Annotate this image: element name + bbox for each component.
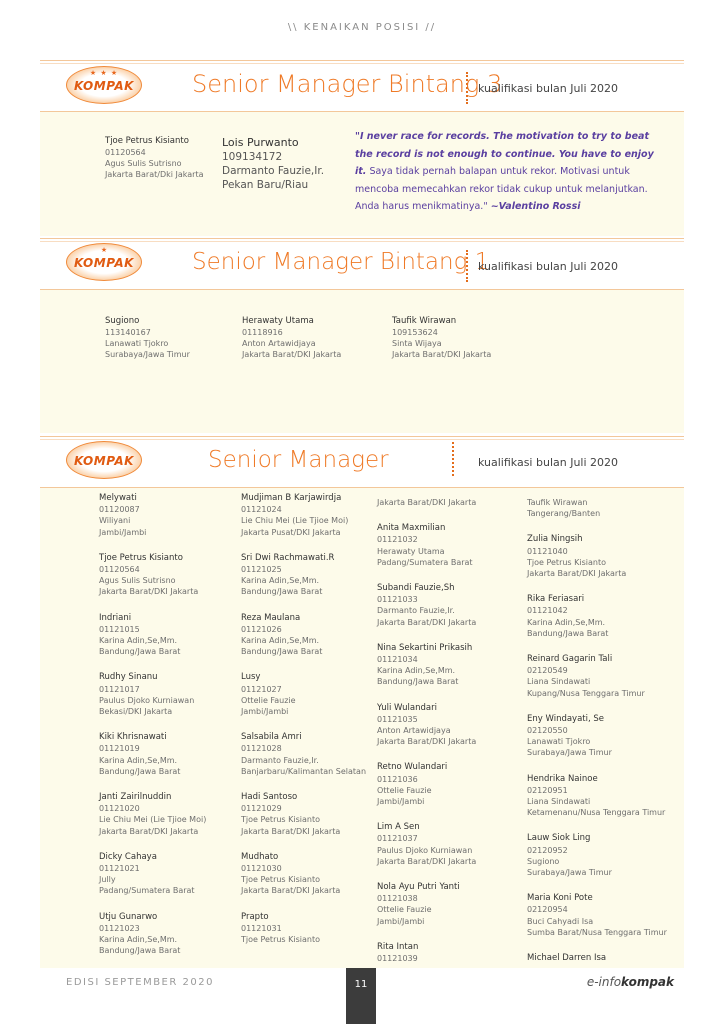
- member-id: 01121040: [527, 546, 568, 556]
- member-location: Jakarta Barat/DKI Jakarta: [241, 886, 341, 896]
- member-id: 01121024: [241, 505, 282, 515]
- member-entry: [527, 774, 687, 819]
- member-sponsor: Agus Sulis Sutrisno: [99, 576, 176, 586]
- member-name: Hendrika Nainoe: [527, 773, 598, 784]
- divider: [466, 250, 468, 282]
- member-id: 01121030: [241, 864, 282, 874]
- member-sponsor: Agus Sulis Sutrisno: [105, 159, 182, 168]
- member-location: Jakarta Barat/DKI Jakarta: [392, 350, 492, 359]
- member-location: Ketamenanu/Nusa Tenggara Timur: [527, 808, 666, 818]
- member-location: Surabaya/Jawa Timur: [527, 748, 612, 758]
- brand-logo: [587, 975, 674, 989]
- member-sponsor: Lanawati Tjokro: [527, 737, 591, 747]
- member-sponsor: Liana Sindawati: [527, 797, 591, 807]
- member-entry: [377, 643, 527, 688]
- member-name: Prapto: [241, 911, 269, 922]
- member-sponsor: Anton Artawidjaya: [242, 339, 316, 348]
- member-name: Rika Feriasari: [527, 594, 585, 605]
- member-entry: [241, 732, 391, 777]
- member-column: [527, 497, 687, 979]
- member-id: 01121034: [377, 655, 418, 665]
- member-location: Padang/Sumatera Barat: [99, 886, 195, 896]
- member-id: 02120549: [527, 666, 568, 676]
- member-column: [241, 493, 391, 960]
- member-sponsor: Sinta Wijaya: [392, 339, 442, 348]
- member-sponsor: Karina Adin,Se,Mm.: [377, 666, 456, 676]
- member-sponsor: Tjoe Petrus Kisianto: [241, 875, 320, 885]
- member-entry: [527, 833, 687, 878]
- member-id: 01121039: [377, 954, 418, 964]
- member-id: 01121028: [241, 744, 282, 754]
- member-entry: [377, 762, 527, 807]
- member-entry: [241, 493, 391, 538]
- member-sponsor: Lanawati Tjokro: [105, 339, 169, 348]
- member-location: Jakarta Barat/DKI Jakarta: [99, 826, 199, 836]
- member-id: 01120564: [105, 148, 146, 157]
- member-entry: [242, 316, 341, 360]
- member-name: Lusy: [241, 672, 261, 683]
- member-entry: [99, 852, 249, 897]
- member-sponsor: Paulus Djoko Kurniawan: [377, 845, 473, 855]
- member-location: Tangerang/Banten: [527, 509, 601, 519]
- member-entry: [527, 953, 687, 964]
- quote-indonesian: Saya tidak pernah balapan untuk rekor. Motivasi untuk mencoba memecahkan rekor tidak cukup untuk melanjutkan. Anda harus menikmatinya.": [355, 166, 648, 212]
- member-id: 01121015: [99, 624, 140, 634]
- member-name: Mudhato: [241, 851, 279, 862]
- member-name: Rudhy Sinanu: [99, 672, 158, 683]
- member-sponsor: Jully: [99, 875, 116, 885]
- member-location: Sumba Barat/Nusa Tenggara Timur: [527, 927, 667, 937]
- kompak-logo: [66, 441, 142, 479]
- section-title: Senior Manager: [208, 447, 389, 473]
- member-sponsor: Ottelie Fauzie: [241, 695, 296, 705]
- member-sponsor: Herawaty Utama: [377, 546, 445, 556]
- member-sponsor: Darmanto Fauzie,Ir.: [241, 755, 319, 765]
- section-panel: [40, 290, 684, 433]
- member-name: Lauw Siok Ling: [527, 833, 591, 844]
- brand-prefix: e-info: [586, 975, 622, 989]
- member-sponsor: Ottelie Fauzie: [377, 905, 432, 915]
- member-sponsor: Karina Adin,Se,Mm.: [99, 935, 178, 945]
- member-id: 01121038: [377, 894, 418, 904]
- member-location: Jambi/Jambi: [241, 707, 289, 717]
- section-title: Senior Manager Bintang 1: [192, 249, 490, 275]
- member-sponsor: Lie Chiu Mei (Lie Tjioe Moi): [241, 516, 349, 526]
- member-id: 01121037: [377, 834, 418, 844]
- member-sponsor: Darmanto Fauzie,Ir.: [222, 165, 325, 177]
- member-id: 01118916: [242, 328, 283, 337]
- member-entry: [241, 553, 391, 598]
- member-name: Melywati: [99, 493, 137, 503]
- member-id: 01121042: [527, 606, 568, 616]
- member-location: Kupang/Nusa Tenggara Timur: [527, 688, 645, 698]
- member-sponsor: Karina Adin,Se,Mm.: [99, 636, 178, 646]
- member-entry: [105, 136, 203, 180]
- member-id: 109153624: [392, 328, 438, 337]
- member-name: Michael Darren Isa: [527, 953, 607, 964]
- divider: [452, 442, 454, 476]
- member-location: Bandung/Jawa Barat: [377, 677, 459, 687]
- member-id: 01121025: [241, 565, 282, 575]
- member-sponsor: Karina Adin,Se,Mm.: [241, 636, 320, 646]
- member-id: 02120550: [527, 726, 568, 736]
- divider: [466, 72, 468, 104]
- member-location: Jakarta Barat/DKI Jakarta: [242, 350, 342, 359]
- section-header: \\ KENAIKAN POSISI //: [287, 22, 437, 33]
- member-name: Salsabila Amri: [241, 732, 302, 743]
- member-entry: [241, 852, 391, 897]
- member-name: Sugiono: [105, 316, 140, 326]
- member-entry: [99, 672, 249, 717]
- member-id: 01120564: [99, 565, 140, 575]
- member-sponsor: Darmanto Fauzie,Ir.: [377, 606, 455, 616]
- member-entry: [377, 822, 527, 867]
- member-entry: [377, 497, 527, 508]
- member-entry: [377, 703, 527, 748]
- member-name: Taufik Wirawan: [392, 316, 457, 326]
- member-sponsor: Paulus Djoko Kurniawan: [99, 695, 195, 705]
- member-id: 01121029: [241, 804, 282, 814]
- member-entry: [377, 523, 527, 568]
- member-name: Rita Intan: [377, 941, 419, 952]
- page-number: 11: [346, 968, 376, 1024]
- logo-word: KOMPAK: [74, 79, 134, 93]
- member-entry: [99, 553, 249, 598]
- member-sponsor: Karina Adin,Se,Mm.: [527, 617, 606, 627]
- member-sponsor: Liana Sindawati: [527, 677, 591, 687]
- member-name: Utju Gunarwo: [99, 911, 158, 922]
- member-name: Zulia Ningsih: [527, 534, 583, 545]
- member-id: 01121035: [377, 714, 418, 724]
- member-sponsor: Sugiono: [527, 856, 560, 866]
- member-name: Indriani: [99, 612, 132, 623]
- member-name: Subandi Fauzie,Sh: [377, 583, 455, 594]
- member-location: Bandung/Jawa Barat: [99, 946, 181, 956]
- member-entry: [377, 583, 527, 628]
- quote: [355, 128, 655, 216]
- member-id: 113140167: [105, 328, 151, 337]
- member-location: Bandung/Jawa Barat: [99, 766, 181, 776]
- member-entry: [241, 672, 391, 717]
- member-location: Jakarta Barat/Dki Jakarta: [105, 170, 204, 179]
- member-location: Jambi/Jambi: [99, 527, 147, 537]
- member-sponsor: Tjoe Petrus Kisianto: [241, 815, 320, 825]
- member-location: Jakarta Pusat/DKI Jakarta: [241, 527, 341, 537]
- member-entry: [527, 893, 687, 938]
- member-column: [99, 493, 249, 972]
- logo-word: KOMPAK: [74, 256, 134, 270]
- member-name: Tjoe Petrus Kisianto: [99, 552, 183, 563]
- member-entry: [392, 316, 491, 360]
- member-id: 01121036: [377, 774, 418, 784]
- member-name: Tjoe Petrus Kisianto: [105, 136, 189, 146]
- member-location: Jakarta Barat/DKI Jakarta: [377, 737, 477, 747]
- member-location: Bekasi/DKI Jakarta: [99, 707, 173, 717]
- member-entry: [222, 136, 324, 192]
- member-id: 01121033: [377, 595, 418, 605]
- member-name: Reinard Gagarin Tali: [527, 654, 613, 665]
- member-location: Jambi/Jambi: [377, 916, 425, 926]
- member-name: Nina Sekartini Prikasih: [377, 642, 473, 653]
- member-sponsor: Karina Adin,Se,Mm.: [99, 755, 178, 765]
- member-id: 01121032: [377, 535, 418, 545]
- quote-author: ~Valentino Rossi: [490, 201, 581, 212]
- member-entry: [527, 594, 687, 639]
- member-entry: [241, 613, 391, 658]
- member-sponsor: Buci Cahyadi Isa: [527, 916, 594, 926]
- member-name: Reza Maulana: [241, 612, 301, 623]
- member-location: Jakarta Barat/DKI Jakarta: [377, 856, 477, 866]
- member-name: Janti Zairilnuddin: [99, 792, 172, 803]
- member-id: 01121021: [99, 864, 140, 874]
- member-name: Sri Dwi Rachmawati.R: [241, 552, 335, 563]
- qualification-label: kualifikasi bulan Juli 2020: [478, 456, 619, 469]
- member-id: 01121023: [99, 923, 140, 933]
- member-id: 02120952: [527, 845, 568, 855]
- member-entry: [105, 316, 190, 360]
- member-location: Surabaya/Jawa Timur: [105, 350, 190, 359]
- member-id: 01121020: [99, 804, 140, 814]
- member-entry: [241, 912, 391, 946]
- member-id: 01121031: [241, 923, 282, 933]
- member-location: Jakarta Barat/DKI Jakarta: [99, 587, 199, 597]
- member-entry: [377, 882, 527, 927]
- member-id: 02120951: [527, 785, 568, 795]
- logo-word: KOMPAK: [74, 454, 134, 468]
- member-entry: [527, 534, 687, 579]
- quote-english: "I never race for records. The motivation to try to beat the record is not enough to continue. You have to enjoy it.: [355, 131, 654, 177]
- member-sponsor: Ottelie Fauzie: [377, 785, 432, 795]
- member-name: Hadi Santoso: [241, 792, 298, 803]
- member-location: Padang/Sumatera Barat: [377, 557, 473, 567]
- member-id: 01121017: [99, 684, 140, 694]
- member-location: Bandung/Jawa Barat: [99, 647, 181, 657]
- member-entry: [99, 493, 249, 538]
- member-entry: [527, 497, 687, 519]
- member-sponsor: Lie Chiu Mei (Lie Tjioe Moi): [99, 815, 207, 825]
- section-title: Senior Manager Bintang 3: [192, 70, 503, 98]
- member-id: 01121026: [241, 624, 282, 634]
- member-location: Pekan Baru/Riau: [222, 179, 309, 191]
- member-name: Kiki Khrisnawati: [99, 732, 167, 743]
- member-name: Dicky Cahaya: [99, 851, 157, 862]
- member-entry: [99, 613, 249, 658]
- member-sponsor: Tjoe Petrus Kisianto: [241, 935, 320, 945]
- member-name: Anita Maxmilian: [377, 523, 446, 534]
- member-location: Jakarta Barat/DKI Jakarta: [377, 617, 477, 627]
- member-column: [377, 497, 527, 979]
- member-name: Herawaty Utama: [242, 316, 314, 326]
- member-location: Jakarta Barat/DKI Jakarta: [527, 569, 627, 579]
- member-entry: [99, 912, 249, 957]
- member-entry: [99, 732, 249, 777]
- member-location: Banjarbaru/Kalimantan Selatan: [241, 766, 367, 776]
- member-sponsor: Karina Adin,Se,Mm.: [241, 576, 320, 586]
- brand-name: kompak: [621, 975, 674, 989]
- member-location: Surabaya/Jawa Timur: [527, 868, 612, 878]
- member-name: Yuli Wulandari: [377, 702, 437, 713]
- stars-icon: ★ ★ ★: [89, 69, 119, 77]
- member-id: 01121019: [99, 744, 140, 754]
- member-entry: [377, 942, 527, 964]
- member-entry: [527, 714, 687, 759]
- member-sponsor: Wiliyani: [99, 516, 131, 526]
- qualification-label: kualifikasi bulan Juli 2020: [478, 82, 619, 95]
- qualification-label: kualifikasi bulan Juli 2020: [478, 260, 619, 273]
- member-name: Retno Wulandari: [377, 762, 448, 773]
- member-name: Nola Ayu Putri Yanti: [377, 882, 460, 893]
- member-name: Maria Koni Pote: [527, 893, 593, 904]
- member-id: 01120087: [99, 505, 140, 515]
- member-location: Bandung/Jawa Barat: [241, 647, 323, 657]
- stars-icon: ★: [100, 246, 108, 254]
- member-name: Lim A Sen: [377, 822, 420, 833]
- member-name: Eny Windayati, Se: [527, 713, 605, 724]
- member-entry: [99, 792, 249, 837]
- member-name: Mudjiman B Karjawirdja: [241, 493, 342, 503]
- member-name: Lois Purwanto: [222, 136, 299, 149]
- kompak-logo: [66, 243, 142, 281]
- member-sponsor: Taufik Wirawan: [527, 498, 588, 507]
- member-id: 01121027: [241, 684, 282, 694]
- member-location: Bandung/Jawa Barat: [241, 587, 323, 597]
- member-entry: [241, 792, 391, 837]
- edition-label: EDISI SEPTEMBER 2020: [66, 977, 214, 988]
- member-location: Jambi/Jambi: [377, 797, 425, 807]
- kompak-logo: [66, 66, 142, 104]
- member-id: 109134172: [222, 151, 283, 163]
- member-entry: [527, 654, 687, 699]
- member-sponsor: Anton Artawidjaya: [377, 726, 451, 736]
- member-id: 02120954: [527, 905, 568, 915]
- member-location: Bandung/Jawa Barat: [527, 628, 609, 638]
- member-location: Jakarta Barat/DKI Jakarta: [377, 498, 477, 507]
- member-sponsor: Tjoe Petrus Kisianto: [527, 557, 606, 567]
- member-location: Jakarta Barat/DKI Jakarta: [241, 826, 341, 836]
